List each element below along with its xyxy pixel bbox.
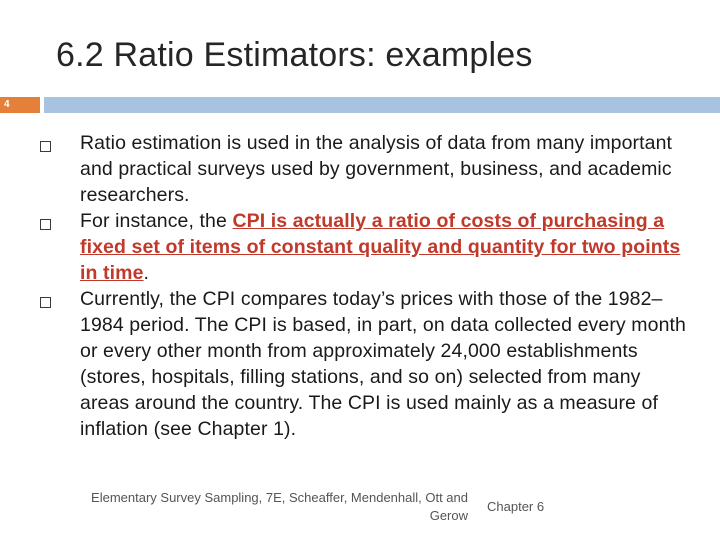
bullet-text: Currently, the CPI compares today’s prices with those of the 1982–1984 period. The CPI is based, in part, on data collected every month or every other month from approximately 24,000 establishments (stores, hospitals, filling stations, and so on) selected from many areas around the country. The CPI is used mainly as a measure of inflation (see Chapter 1). [80, 288, 686, 440]
bullet-square-icon [40, 141, 51, 152]
bullet-item [60, 130, 690, 208]
bullet-text [80, 208, 690, 286]
header-divider-bar [44, 97, 720, 113]
bullet-text-post: . [143, 262, 150, 284]
bullet-text: Ratio estimation is used in the analysis of data from many important and practical surveys used by government, business, and academic researchers. [80, 132, 673, 206]
bullet-item [60, 208, 690, 286]
slide-title: 6.2 Ratio Estimators: examples [56, 36, 533, 74]
footer-source [60, 489, 468, 525]
bullet-item [60, 286, 690, 442]
bullet-text-pre: For instance, the [80, 210, 233, 232]
slide-number: 4 [4, 99, 10, 110]
footer-source-line1: Elementary Survey Sampling, 7E, Scheaffer, Mendenhall, Ott and [91, 490, 468, 505]
slide-number-tab [0, 97, 40, 113]
footer-source-line2: Gerow [429, 508, 468, 523]
bullet-square-icon [40, 297, 51, 308]
highlighted-phrase: CPI is actually a ratio of costs of purchasing a fixed set of items of constant quality and quantity for two points in time [80, 210, 681, 284]
content-area [60, 130, 690, 442]
footer-chapter: Chapter 6 [487, 499, 545, 514]
bullet-square-icon [40, 219, 51, 230]
